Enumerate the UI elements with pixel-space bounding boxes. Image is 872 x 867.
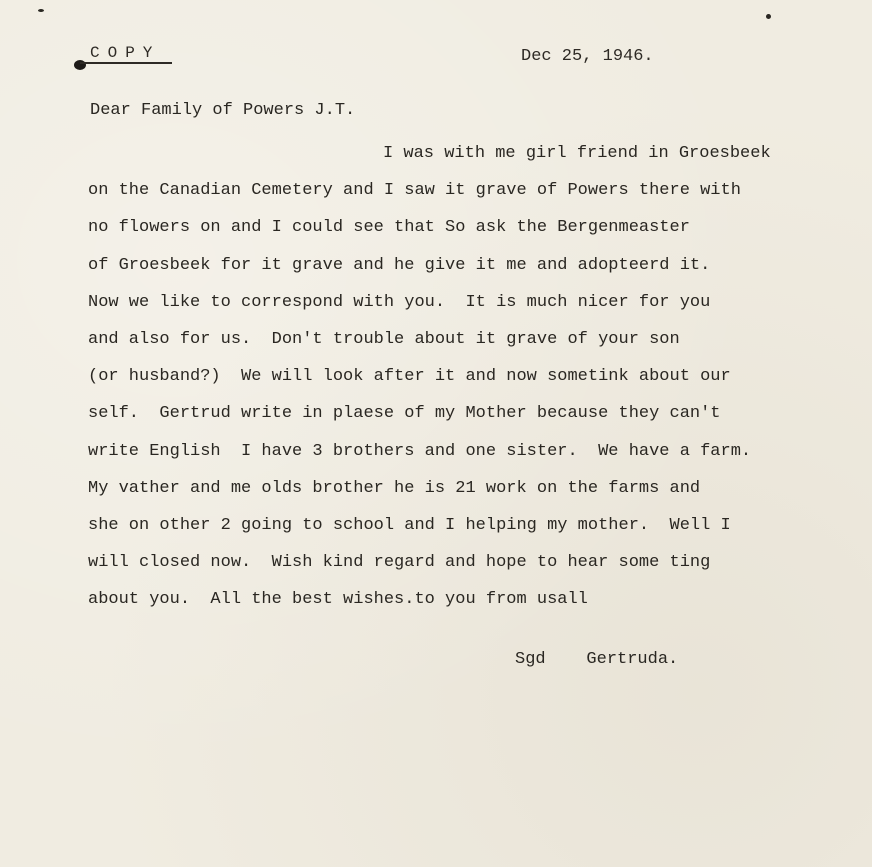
- body-line: I was with me girl friend in Groesbeek: [383, 144, 771, 163]
- body-line: and also for us. Don't trouble about it grave of your son: [88, 329, 680, 349]
- body-line: no flowers on and I could see that So ask the Bergenmeaster: [88, 218, 690, 238]
- body-line: My vather and me olds brother he is 21 work on the farms and: [88, 478, 701, 498]
- body-line: about you. All the best wishes.to you from usall: [88, 590, 588, 610]
- body-line: (or husband?) We will look after it and now sometink about our: [88, 367, 731, 387]
- signature: Sgd Gertruda.: [515, 650, 679, 669]
- ink-speck: [38, 9, 44, 12]
- letter-date: Dec 25, 1946.: [521, 47, 654, 66]
- salutation: Dear Family of Powers J.T.: [90, 101, 356, 120]
- body-line: Now we like to correspond with you. It is much nicer for you: [88, 292, 711, 312]
- body-line: self. Gertrud write in plaese of my Mother because they can't: [88, 404, 721, 424]
- ink-speck: [766, 14, 771, 19]
- body-line: will closed now. Wish kind regard and hope to hear some ting: [88, 553, 711, 573]
- copy-label: COPY: [90, 44, 161, 62]
- body-line: on the Canadian Cemetery and I saw it grave of Powers there with: [88, 181, 741, 201]
- letter-body: [88, 141, 848, 624]
- body-line: she on other 2 going to school and I helping my mother. Well I: [88, 515, 731, 535]
- copy-underline: [80, 62, 172, 64]
- body-line: of Groesbeek for it grave and he give it me and adopteerd it.: [88, 255, 711, 275]
- body-line: write English I have 3 brothers and one sister. We have a farm.: [88, 441, 752, 461]
